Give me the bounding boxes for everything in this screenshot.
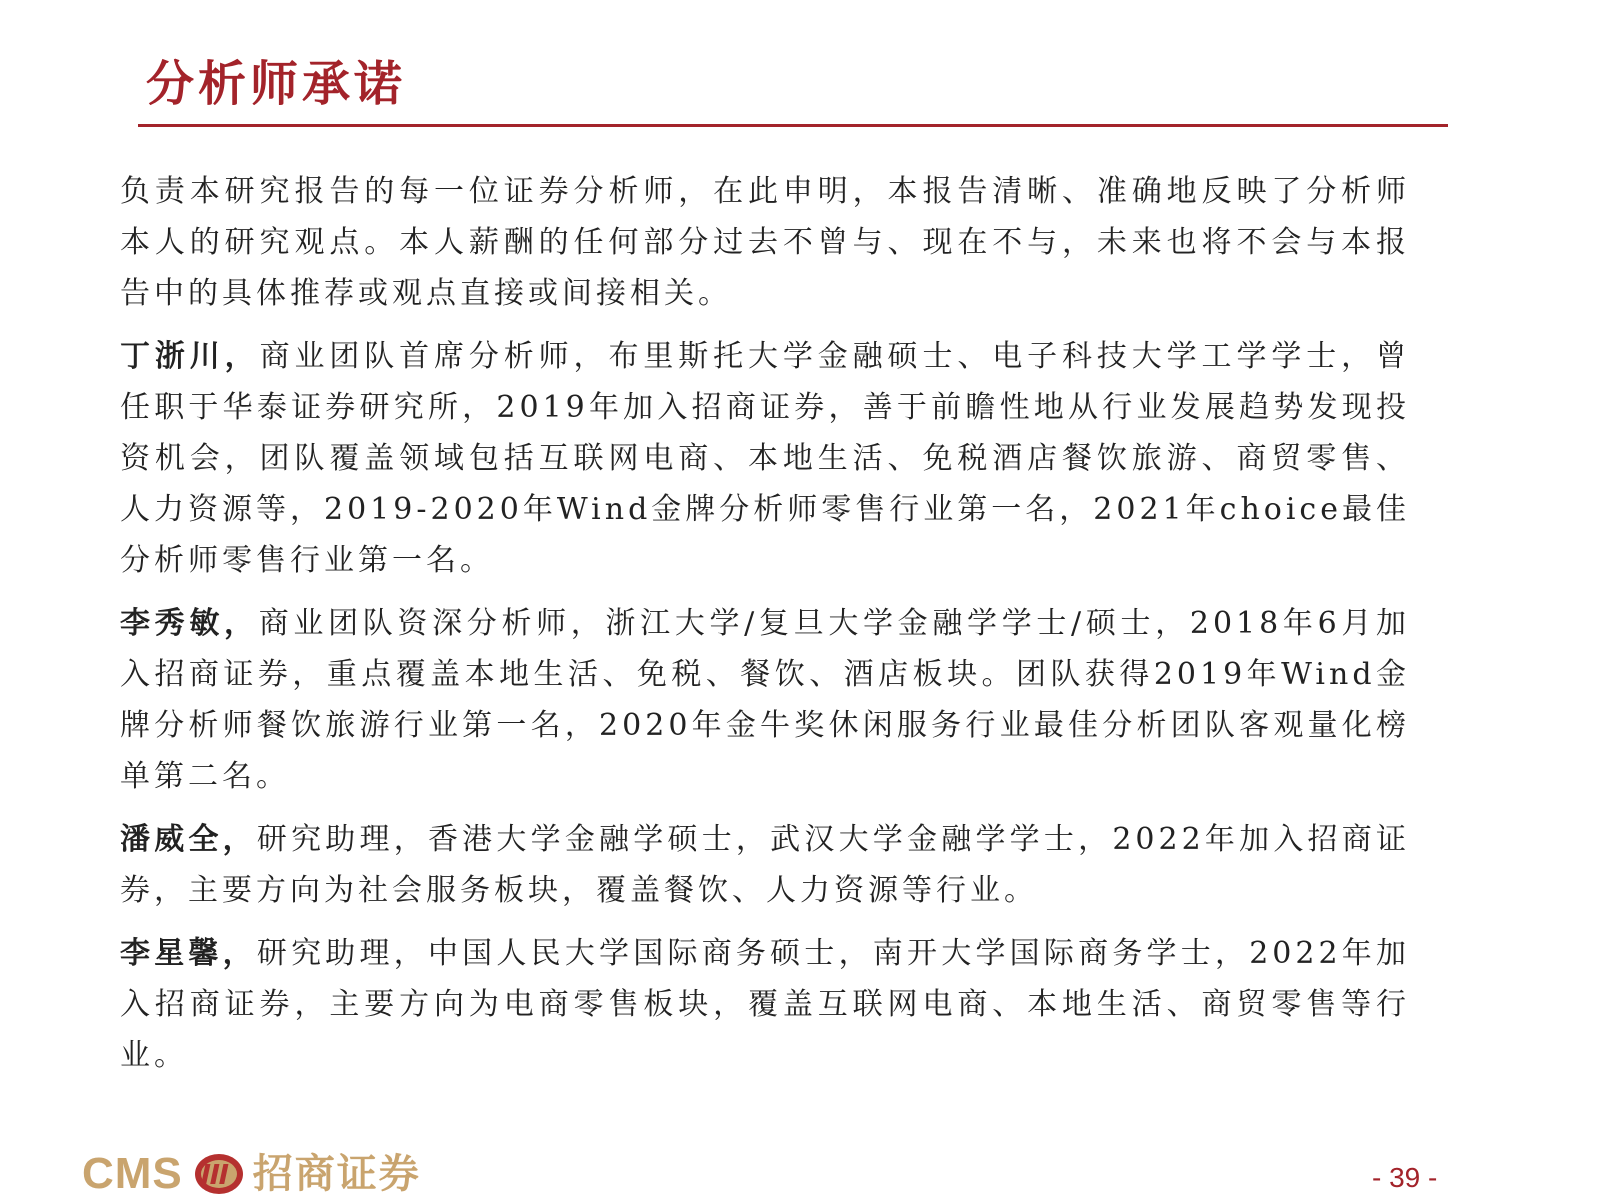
analyst-bio-pan-weiquan (120, 814, 1410, 916)
analyst-bio-li-xingxin (120, 928, 1410, 1081)
analyst-bio-text: 商业团队首席分析师，布里斯托大学金融硕士、电子科技大学工学学士，曾任职于华泰证券研究所，2019年加入招商证券，善于前瞻性地从行业发展趋势发现投资机会，团队覆盖领域包括互联网电商、本地生活、免税酒店餐饮旅游、商贸零售、人力资源等，2019-2020年Wind金牌分析师零售行业第一名，2021年choice最佳分析师零售行业第一名。 (120, 339, 1411, 578)
analyst-bio-ding-zhechuan (120, 331, 1410, 586)
paragraph-text: 负责本研究报告的每一位证券分析师，在此申明，本报告清晰、准确地反映了分析师本人的研究观点。本人薪酬的任何部分过去不曾与、现在不与，未来也将不会与本报告中的具体推荐或观点直接或间接相关。 (120, 174, 1410, 311)
logo-latin-text: CMS (82, 1149, 183, 1198)
analyst-bio-text: 研究助理，香港大学金融学硕士，武汉大学金融学学士，2022年加入招商证券，主要方向为社会服务板块，覆盖餐饮、人力资源等行业。 (120, 822, 1410, 908)
analyst-name: 李秀敏， (120, 606, 259, 641)
analyst-name: 潘威全， (120, 822, 257, 857)
title-divider (138, 124, 1448, 127)
analyst-bio-li-xiumin (120, 598, 1410, 802)
company-logo (82, 1148, 421, 1200)
page-number: - 39 - (1372, 1162, 1438, 1193)
logo-emblem-icon (193, 1152, 245, 1196)
page-title: 分析师承诺 (146, 56, 407, 112)
analyst-bio-text: 商业团队资深分析师，浙江大学/复旦大学金融学学士/硕士，2018年6月加入招商证券，重点覆盖本地生活、免税、餐饮、酒店板块。团队获得2019年Wind金牌分析师餐饮旅游行业第一名，2020年金牛奖休闲服务行业最佳分析团队客观量化榜单第二名。 (120, 606, 1411, 794)
logo-chinese-text: 招商证券 (252, 1150, 421, 1197)
analyst-name: 李星馨， (120, 936, 257, 971)
analyst-bio-text: 研究助理，中国人民大学国际商务硕士，南开大学国际商务学士，2022年加入招商证券，主要方向为电商零售板块，覆盖互联网电商、本地生活、商贸零售等行业。 (120, 936, 1410, 1073)
analyst-name: 丁浙川， (120, 339, 260, 374)
analyst-statement (120, 166, 1410, 1093)
disclaimer-paragraph (120, 166, 1410, 319)
